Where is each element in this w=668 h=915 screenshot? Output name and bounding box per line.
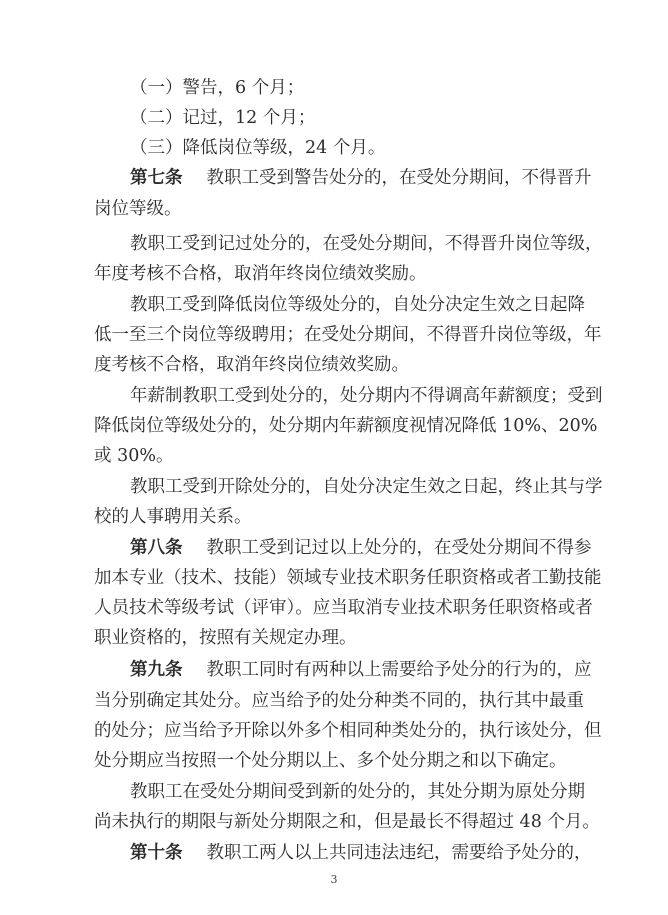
line-text: 岗位等级。 — [94, 199, 182, 219]
paragraph-line — [0, 597, 668, 619]
paragraph-line — [0, 750, 668, 772]
paragraph-line — [0, 781, 668, 803]
paragraph-line — [0, 107, 668, 129]
line-text: 年度考核不合格，取消年终岗位绩效奖励。 — [94, 264, 427, 284]
article-heading: 第七条 — [130, 168, 183, 188]
line-text: 教职工受到降低岗位等级处分的，自处分决定生效之日起降 — [130, 295, 585, 315]
line-text: 的处分；应当给予开除以外多个相同种类处分的，执行该处分，但 — [94, 721, 602, 741]
paragraph-line — [0, 77, 668, 99]
line-text: （二）记过，12 个月； — [130, 108, 316, 128]
line-text: 教职工同时有两种以上需要给予处分的行为的，应 — [206, 660, 592, 680]
paragraph-line — [0, 567, 668, 589]
line-text: 加本专业（技术、技能）领域专业技术职务任职资格或者工勤技能 — [94, 568, 602, 588]
paragraph-line — [0, 324, 668, 346]
paragraph-line — [0, 294, 668, 316]
line-text: 校的人事聘用关系。 — [94, 507, 252, 527]
line-text: 教职工受到警告处分的，在受处分期间，不得晋升 — [206, 168, 592, 188]
line-text: 教职工受到记过处分的，在受处分期间，不得晋升岗位等级， — [130, 234, 603, 254]
article-heading: 第九条 — [130, 660, 183, 680]
line-text: （一）警告，6 个月； — [130, 78, 305, 98]
line-text: 或 30%。 — [94, 446, 174, 466]
line-text: 年薪制教职工受到处分的，处分期内不得调高年薪额度；受到 — [130, 386, 603, 406]
paragraph-line — [0, 385, 668, 407]
line-text: 尚未执行的期限与新处分期限之和，但是最长不得超过 48 个月。 — [94, 812, 600, 832]
line-text: 教职工受到开除处分的，自处分决定生效之日起，终止其与学 — [130, 477, 603, 497]
paragraph-line — [0, 354, 668, 376]
paragraph-line — [0, 263, 668, 285]
line-text: 处分期应当按照一个处分期以上、多个处分期之和以下确定。 — [94, 751, 567, 771]
line-text: 低一至三个岗位等级聘用；在受处分期间，不得晋升岗位等级，年 — [94, 325, 602, 345]
paragraph-line — [0, 659, 668, 681]
paragraph-line — [0, 627, 668, 649]
article-heading: 第十条 — [130, 843, 183, 863]
line-text: 当分别确定其处分。应当给予的处分种类不同的，执行其中最重 — [94, 691, 584, 711]
paragraph-line — [0, 537, 668, 559]
line-text: （三）降低岗位等级，24 个月。 — [130, 138, 386, 158]
line-text: 教职工受到记过以上处分的，在受处分期间不得参 — [206, 538, 592, 558]
paragraph-line — [0, 198, 668, 220]
paragraph-line — [0, 445, 668, 467]
paragraph-line — [0, 233, 668, 255]
line-text: 人员技术等级考试（评审）。应当取消专业技术职务任职资格或者 — [94, 598, 593, 618]
paragraph-line — [0, 167, 668, 189]
line-text: 降低岗位等级处分的，处分期内年薪额度视情况降低 10%、20% — [94, 416, 598, 436]
page-number: 3 — [330, 873, 338, 886]
article-heading: 第八条 — [130, 538, 183, 558]
paragraph-line — [0, 811, 668, 833]
line-text: 职业资格的，按照有关规定办理。 — [94, 628, 357, 648]
paragraph-line — [0, 415, 668, 437]
line-text: 度考核不合格，取消年终岗位绩效奖励。 — [94, 355, 409, 375]
line-text: 教职工在受处分期间受到新的处分的，其处分期为原处分期 — [130, 782, 585, 802]
paragraph-line — [0, 842, 668, 864]
paragraph-line — [0, 506, 668, 528]
line-text: 教职工两人以上共同违法违纪，需要给予处分的， — [206, 843, 592, 863]
paragraph-line — [0, 690, 668, 712]
paragraph-line — [0, 137, 668, 159]
paragraph-line — [0, 720, 668, 742]
paragraph-line — [0, 476, 668, 498]
